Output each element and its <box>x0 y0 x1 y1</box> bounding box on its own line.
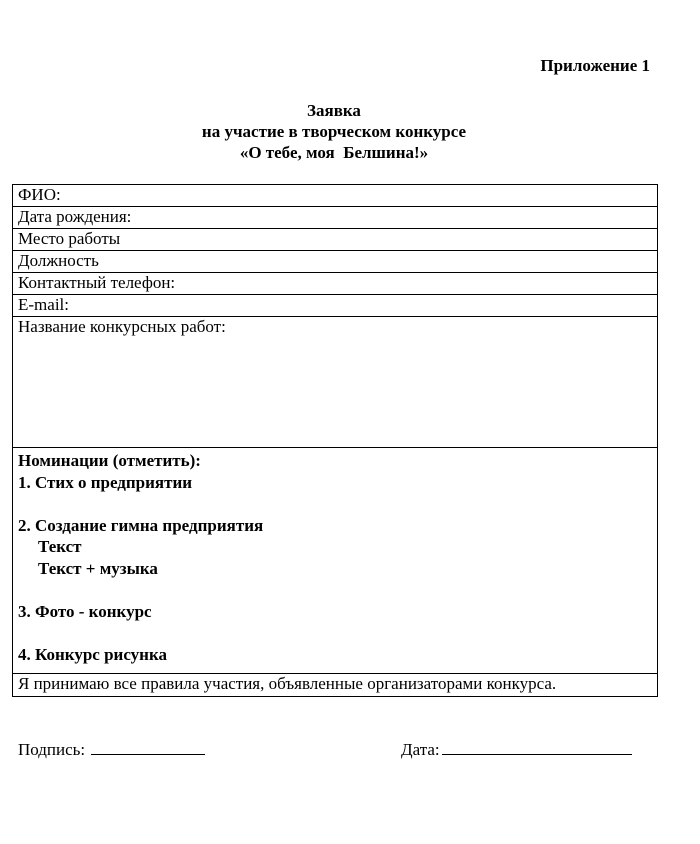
nomination-poem[interactable]: 1. Стих о предприятии <box>18 472 193 492</box>
date-label: Дата: <box>401 740 440 759</box>
nomination-anthem-text-music[interactable]: Текст + музыка <box>38 558 158 578</box>
signature-block <box>18 737 205 760</box>
date-block <box>401 737 632 760</box>
signature-line[interactable] <box>91 737 205 755</box>
nomination-anthem[interactable]: 2. Создание гимна предприятия <box>18 515 264 535</box>
field-workplace[interactable]: Место работы <box>13 229 658 251</box>
field-position[interactable]: Должность <box>13 251 658 273</box>
nominations-section <box>13 448 658 674</box>
title-line-1: Заявка <box>307 101 361 120</box>
title-line-3: «О тебе, моя Белшина!» <box>239 143 429 162</box>
nominations-heading: Номинации (отметить): <box>18 451 201 470</box>
signature-label: Подпись: <box>18 740 86 759</box>
title-line-2: на участие в творческом конкурсе <box>201 122 467 141</box>
appendix-label: Приложение 1 <box>540 56 650 75</box>
field-birth-date[interactable]: Дата рождения: <box>13 207 658 229</box>
date-line[interactable] <box>442 737 632 755</box>
nomination-anthem-text[interactable]: Текст <box>38 537 82 556</box>
application-title <box>0 100 668 163</box>
nomination-drawing[interactable]: 4. Конкурс рисунка <box>18 644 167 664</box>
agreement-text: Я принимаю все правила участия, объявленные организаторами конкурса. <box>13 674 658 697</box>
nomination-photo[interactable]: 3. Фото - конкурс <box>18 601 152 621</box>
field-phone[interactable]: Контактный телефон: <box>13 273 658 295</box>
application-form-table <box>12 184 658 697</box>
field-work-titles[interactable]: Название конкурсных работ: <box>13 317 658 448</box>
field-email[interactable]: E-mail: <box>13 295 658 317</box>
field-full-name[interactable]: ФИО: <box>13 185 658 207</box>
